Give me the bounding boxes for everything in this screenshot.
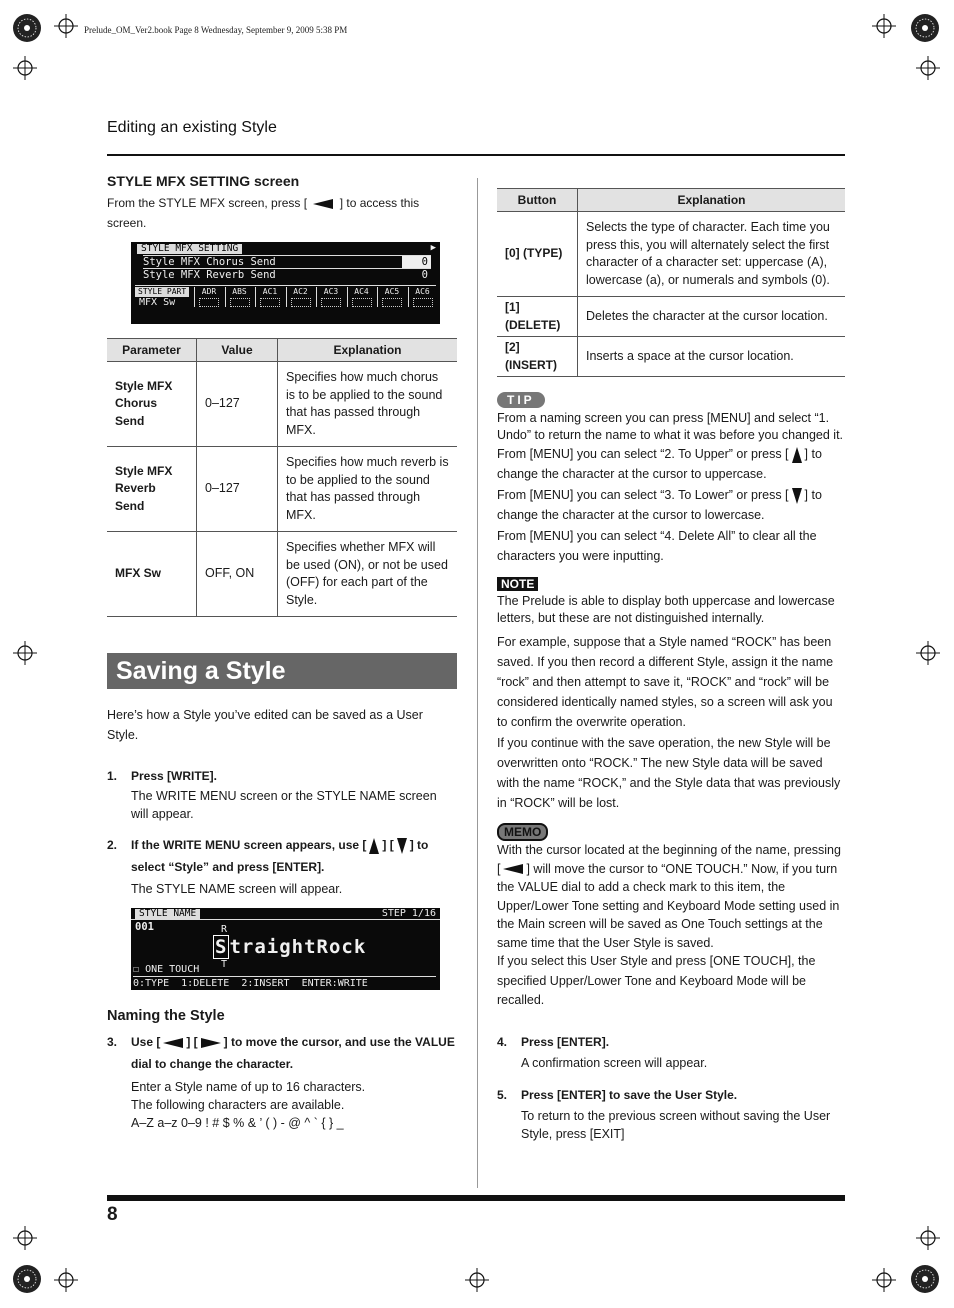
- lcd-title: STYLE MFX SETTING: [137, 244, 242, 254]
- lcd-cursor-mark: R: [221, 924, 228, 935]
- lcd-under-mark: T: [221, 959, 228, 970]
- down-arrow-icon: [792, 488, 802, 504]
- registration-mark: [916, 1226, 940, 1250]
- up-arrow-icon: [369, 838, 379, 854]
- lcd-switch-box: [321, 298, 341, 307]
- col-header-explanation: Explanation: [578, 189, 846, 212]
- note-paragraph: If you continue with the save operation, the new Style will be overwritten onto “ROCK.” The new Style data will be saved with the name “ROCK,” and the Style data that was previously in “ROCK” will be lost.: [497, 736, 841, 810]
- registration-mark: [872, 1268, 896, 1292]
- tip-paragraph: From [MENU] you can select “2. To Upper” or press [ ] to change the character at the cursor to uppercase.: [497, 447, 822, 481]
- lcd-part-cell: AC4: [347, 287, 376, 307]
- table-row: MFX Sw OFF, ON Specifies whether MFX will be used (ON), or not be used (OFF) for each part of the Style.: [107, 532, 457, 617]
- step-3: 3. Use [ ] [ ] to move the cursor, and use the VALUE dial to change the character. Enter a Style name of up to 16 characters. The following characters are available. A–Z a–z 0–9 ! # $ % & ’ ( ) - @ ^ ` { } _: [107, 1035, 455, 1130]
- lcd-part-cell: ABS: [225, 287, 254, 307]
- starburst-mark: [910, 1264, 940, 1294]
- step-5: 5. Press [ENTER] to save the User Style. To return to the previous screen without saving the User Style, press [EXIT]: [497, 1087, 831, 1141]
- lcd-row-chorus: Style MFX Chorus Send 0: [143, 255, 431, 269]
- left-arrow-icon: [503, 864, 523, 874]
- lcd-style-name: S traightRock: [215, 936, 367, 958]
- lcd-part-cell: ADR: [194, 287, 223, 307]
- col-header-value: Value: [197, 339, 278, 362]
- lcd-part-cell: AC5: [377, 287, 406, 307]
- lcd-part-cell: AC1: [255, 287, 284, 307]
- memo-paragraph: With the cursor located at the beginning of the name, pressing [ ] will move the cursor to “ONE TOUCH.” Now, if you turn the VALUE dial to add a check mark to this item, the Upper/Lower Tone setting and Keyboard Mode setting used in the Main screen will be saved as One Touch settings at the same time that the User Style is saved.: [497, 843, 841, 950]
- file-header: Prelude_OM_Ver2.book Page 8 Wednesday, September 9, 2009 5:38 PM: [84, 25, 348, 35]
- registration-mark: [13, 641, 37, 665]
- footer-rule: [107, 1195, 845, 1201]
- lcd-row-reverb: Style MFX Reverb Send 0: [143, 269, 428, 281]
- section-banner: Saving a Style: [107, 653, 457, 689]
- starburst-mark: [12, 1264, 42, 1294]
- left-column: [107, 170, 457, 1132]
- lcd-switch-box: [230, 298, 250, 307]
- lcd-footer: 0:TYPE 1:DELETE 2:INSERT ENTER:WRITE: [133, 976, 436, 990]
- lcd-switch-box: [291, 298, 311, 307]
- lcd-number: 001: [135, 921, 154, 933]
- lcd-one-touch: ☐ ONE TOUCH: [133, 964, 200, 975]
- registration-mark: [54, 1268, 78, 1292]
- parameter-table: [107, 338, 457, 617]
- memo-badge: MEMO: [497, 823, 548, 841]
- table-row: [1] (DELETE) Deletes the character at the cursor location.: [497, 297, 845, 337]
- lcd-title: STYLE NAME: [135, 909, 200, 919]
- lcd-part-cell: AC6: [408, 287, 437, 307]
- saving-intro: Here’s how a Style you’ve edited can be saved as a User Style.: [107, 708, 423, 742]
- column-divider: [477, 178, 478, 1188]
- starburst-mark: [910, 13, 940, 43]
- lcd-switch-box: [413, 298, 433, 307]
- mfx-intro: From the STYLE MFX screen, press [ ] to access this screen.: [107, 196, 420, 230]
- naming-heading: Naming the Style: [107, 1008, 225, 1024]
- lcd-switch-box: [199, 298, 219, 307]
- note-paragraph: For example, suppose that a Style named “ROCK” has been saved. If you then record a different Style, assign it the name “rock” and then attempt to save it, “ROCK” and “rock” will be considered identically named styles, so a screen will ask you to confirm the overwrite operation.: [497, 635, 834, 729]
- left-arrow-icon: [313, 199, 333, 209]
- right-arrow-icon: [201, 1038, 221, 1048]
- up-arrow-icon: [792, 447, 802, 463]
- registration-mark: [916, 56, 940, 80]
- registration-mark: [916, 641, 940, 665]
- table-row: [2] (INSERT) Inserts a space at the cursor location.: [497, 337, 845, 377]
- lcd-step: STEP 1/16: [381, 908, 436, 919]
- step-1: 1. Press [WRITE]. The WRITE MENU screen or the STYLE NAME screen will appear.: [107, 769, 437, 821]
- style-name-lcd: [131, 908, 440, 990]
- table-row: [0] (TYPE) Selects the type of character. Each time you press this, you will alternately select the first character of a character set: uppercase (A), lowercase (a), or numerals and symbols (0).: [497, 212, 845, 297]
- mfx-setting-lcd: [131, 242, 440, 324]
- registration-mark: [54, 14, 78, 38]
- starburst-mark: [12, 13, 42, 43]
- tip-paragraph: From [MENU] you can select “4. Delete All” to clear all the characters you were inputting.: [497, 529, 817, 563]
- lcd-part-cell: AC2: [286, 287, 315, 307]
- registration-mark: [872, 14, 896, 38]
- lcd-page-arrow-icon: ▶: [430, 243, 436, 253]
- tip-paragraph: From [MENU] you can select “3. To Lower” or press [ ] to change the character at the cursor to lowercase.: [497, 488, 822, 522]
- step-4: 4. Press [ENTER]. A confirmation screen will appear.: [497, 1034, 708, 1070]
- mfx-setting-heading: STYLE MFX SETTING screen: [107, 173, 300, 189]
- lcd-switch-box: [382, 298, 402, 307]
- tip-paragraph: From a naming screen you can press [MENU] and select “1. Undo” to return the name to what it was before you changed it.: [497, 411, 844, 442]
- lcd-switch-box: [260, 298, 280, 307]
- col-header-parameter: Parameter: [107, 339, 197, 362]
- right-column: [497, 188, 845, 1143]
- col-header-explanation: Explanation: [278, 339, 458, 362]
- page-number: 8: [107, 1204, 118, 1225]
- left-arrow-icon: [163, 1038, 183, 1048]
- lcd-switch-box: [352, 298, 372, 307]
- button-table: [497, 188, 845, 377]
- lcd-part-grid: STYLE PART MFX Sw ADR ABS AC1 AC2 AC3 AC4 AC5 AC6: [135, 285, 436, 308]
- down-arrow-icon: [397, 838, 407, 854]
- lcd-part-cell: AC3: [316, 287, 345, 307]
- registration-mark: [465, 1268, 489, 1292]
- tip-badge: TIP: [497, 392, 545, 408]
- note-paragraph: The Prelude is able to display both uppercase and lowercase letters, but these are not distinguished internally.: [497, 594, 835, 625]
- col-header-button: Button: [497, 189, 578, 212]
- registration-mark: [13, 56, 37, 80]
- step-2: 2. If the WRITE MENU screen appears, use [ ] [ ] to select “Style” and press [ENTER]. The STYLE NAME screen will appear.: [107, 838, 429, 896]
- table-row: Style MFX Chorus Send 0–127 Specifies how much chorus is to be applied to the sound that has passed through MFX.: [107, 362, 457, 447]
- header-rule: [107, 154, 845, 156]
- memo-paragraph: If you select this User Style and press [ONE TOUCH], the specified Upper/Lower Tone and Keyboard Mode will be recalled.: [497, 954, 816, 1007]
- table-row: Style MFX Reverb Send 0–127 Specifies how much reverb is to be applied to the sound that has passed through MFX.: [107, 447, 457, 532]
- note-badge: NOTE: [497, 577, 538, 591]
- checkbox-icon: ☐: [133, 964, 140, 975]
- running-header: Editing an existing Style: [107, 119, 277, 136]
- registration-mark: [13, 1226, 37, 1250]
